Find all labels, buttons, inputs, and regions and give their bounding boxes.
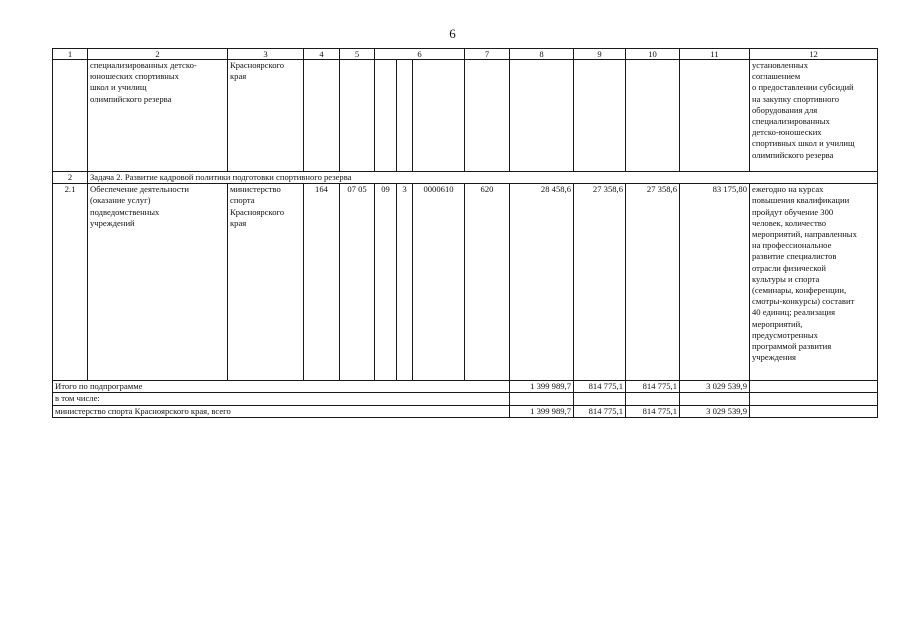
summary-total: 3 029 539,9 xyxy=(680,381,750,393)
col-header-10: 10 xyxy=(626,49,680,60)
task-title: Задача 2. Развитие кадровой политики подготовки спортивного резерва xyxy=(88,172,878,184)
col-header-3: 3 xyxy=(228,49,304,60)
cell-grbs-code: 164 xyxy=(304,184,340,381)
cell-grbs: министерство спорта Красноярского края xyxy=(228,184,304,381)
summary-year2: 814 775,1 xyxy=(574,381,626,393)
cell-year2: 27 358,6 xyxy=(574,184,626,381)
summary-year2: 814 775,1 xyxy=(574,405,626,417)
column-number-row xyxy=(53,49,878,60)
table-row xyxy=(53,184,878,381)
cell-csr-part3: 0000610 xyxy=(413,184,465,381)
cell-csr-part1: 09 xyxy=(375,184,397,381)
task-number: 2 xyxy=(53,172,88,184)
cell-expected-result: установленных соглашением о предоставлении субсидий на закупку спортивного оборудования для специализированных детско-юношеских спортивных школ и училищ олимпийского резерва xyxy=(750,60,878,172)
summary-total: 3 029 539,9 xyxy=(680,405,750,417)
summary-label: Итого по подпрограмме xyxy=(53,381,510,393)
col-header-2: 2 xyxy=(88,49,228,60)
cell-measure-name: Обеспечение деятельности (оказание услуг) подведомственных учреждений xyxy=(88,184,228,381)
task-row xyxy=(53,172,878,184)
col-header-12: 12 xyxy=(750,49,878,60)
summary-year1 xyxy=(510,393,574,405)
summary-year3: 814 775,1 xyxy=(626,405,680,417)
summary-row xyxy=(53,393,878,405)
col-header-7: 7 xyxy=(465,49,510,60)
row-number: 2.1 xyxy=(53,184,88,381)
col-header-5: 5 xyxy=(340,49,375,60)
col-header-8: 8 xyxy=(510,49,574,60)
cell-rzpr: 07 05 xyxy=(340,184,375,381)
summary-row xyxy=(53,381,878,393)
summary-label: министерство спорта Красноярского края, всего xyxy=(53,405,510,417)
table-row xyxy=(53,60,878,172)
cell-grbs: Красноярского края xyxy=(228,60,304,172)
summary-year1: 1 399 989,7 xyxy=(510,405,574,417)
col-header-1: 1 xyxy=(53,49,88,60)
summary-year2 xyxy=(574,393,626,405)
summary-year3: 814 775,1 xyxy=(626,381,680,393)
summary-label: в том числе: xyxy=(53,393,510,405)
cell-vr: 620 xyxy=(465,184,510,381)
budget-table-container xyxy=(52,48,877,418)
summary-year3 xyxy=(626,393,680,405)
budget-table xyxy=(52,48,878,418)
col-header-6: 6 xyxy=(375,49,465,60)
cell-csr-part2: 3 xyxy=(397,184,413,381)
summary-year1: 1 399 989,7 xyxy=(510,381,574,393)
cell-total: 83 175,80 xyxy=(680,184,750,381)
summary-total xyxy=(680,393,750,405)
col-header-11: 11 xyxy=(680,49,750,60)
cell-year3: 27 358,6 xyxy=(626,184,680,381)
summary-row xyxy=(53,405,878,417)
cell-year1: 28 458,6 xyxy=(510,184,574,381)
page-number: 6 xyxy=(449,26,456,41)
col-header-4: 4 xyxy=(304,49,340,60)
cell-expected-result: ежегодно на курсах повышения квалификации пройдут обучение 300 человек, количество мероприятий, направленных на профессиональное развитие специалистов отрасли физической культуры и спорта (семинары, конференции, смотры-конкурсы) составит 40 единиц; реализация мероприятий, предусмотренных программой развития учреждения xyxy=(750,184,878,381)
cell-measure-name: специализированных детско- юношеских спортивных школ и училищ олимпийского резерва xyxy=(88,60,228,172)
col-header-9: 9 xyxy=(574,49,626,60)
